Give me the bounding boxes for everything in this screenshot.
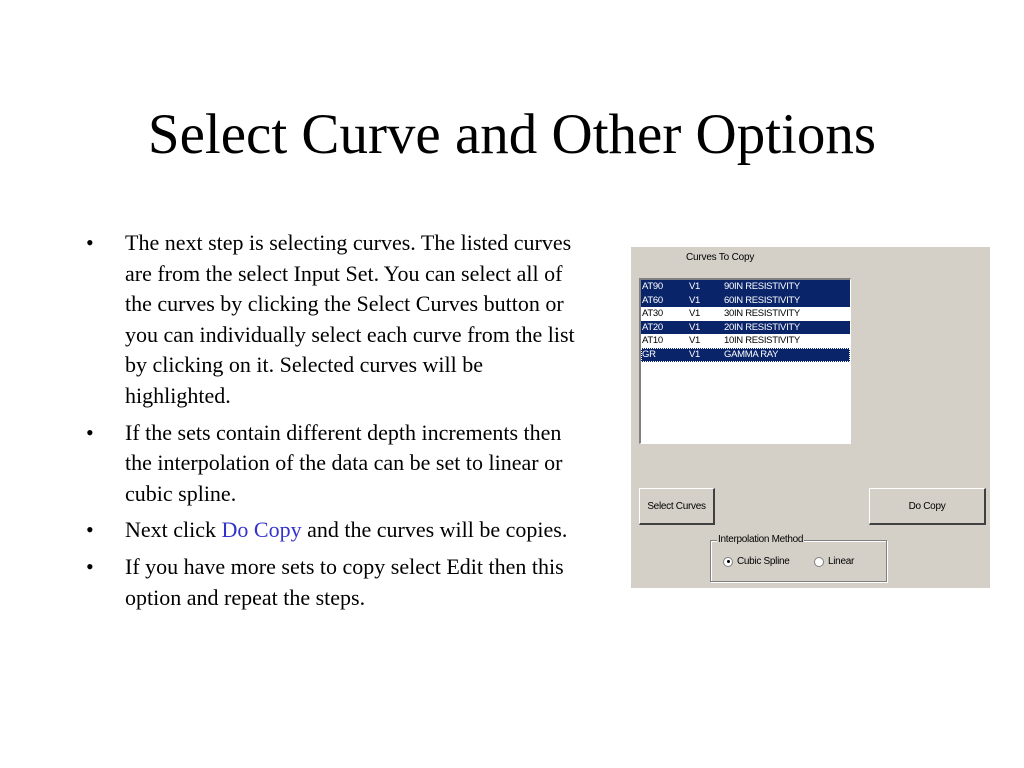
curve-version: V1 [689,281,701,292]
bullet-item [84,515,584,546]
curve-list-item[interactable] [641,294,850,308]
curve-list[interactable] [639,278,851,444]
linear-radio[interactable] [814,556,854,567]
bullet-text: If you have more sets to copy select Edit then this option and repeat the steps. [125,553,564,610]
bullet-marker: • [86,419,94,445]
curve-description: 30IN RESISTIVITY [724,308,800,320]
bullet-marker: • [86,553,94,579]
curve-mnemonic: AT20 [642,321,663,333]
curve-list-item[interactable] [641,321,850,335]
curve-description: 20IN RESISTIVITY [724,321,800,333]
radio-unchecked-icon [814,557,824,567]
curve-description: GAMMA RAY [724,348,779,360]
slide-title: Select Curve and Other Options [147,103,877,166]
curve-version: V1 [689,348,701,360]
curve-version: V1 [689,294,701,306]
curve-description: 60IN RESISTIVITY [724,294,800,306]
select-curves-button[interactable]: Select Curves [639,488,715,525]
linear-label: Linear [828,556,854,567]
bullet-marker: • [86,517,94,543]
curve-mnemonic: GR [642,348,656,360]
curve-mnemonic: AT30 [642,308,663,320]
curve-mnemonic: AT10 [642,335,663,347]
bullet-item [84,228,584,412]
curve-version: V1 [689,321,701,333]
curve-mnemonic: AT90 [642,281,663,292]
curve-version: V1 [689,308,701,320]
curve-description: 10IN RESISTIVITY [724,335,800,347]
curve-list-item[interactable] [641,280,850,294]
curve-description: 90IN RESISTIVITY [724,281,800,292]
cubic-spline-radio[interactable] [723,556,790,567]
curves-to-copy-label: Curves To Copy [686,252,755,263]
bullet-item [84,418,584,510]
do-copy-link[interactable]: Do Copy [221,517,302,543]
bullet-text: The next step is selecting curves. The listed curves are from the select Input Set. You can select all of the curves by clicking the Select Curves button or you can individually select each curve from the list by clicking on it. Selected curves will be highlighted. [125,230,575,408]
curves-dialog-screenshot [631,247,990,588]
cubic-spline-label: Cubic Spline [737,556,790,567]
curve-mnemonic: AT60 [642,294,663,306]
curve-list-item[interactable] [641,307,850,321]
interpolation-method-legend: Interpolation Method [718,534,804,545]
curve-list-item[interactable] [641,348,850,362]
do-copy-button[interactable]: Do Copy [869,488,986,525]
bullet-text-suffix: and the curves will be copies. [301,517,568,543]
curve-version: V1 [689,335,701,347]
curve-list-item[interactable] [641,334,850,348]
bullet-marker: • [86,230,94,255]
radio-checked-icon [723,557,733,567]
bullet-list [84,228,584,619]
bullet-text-prefix: Next click [125,517,222,543]
bullet-text: If the sets contain different depth increments then the interpolation of the data can be set to linear or cubic spline. [125,419,563,506]
bullet-item [84,552,584,613]
